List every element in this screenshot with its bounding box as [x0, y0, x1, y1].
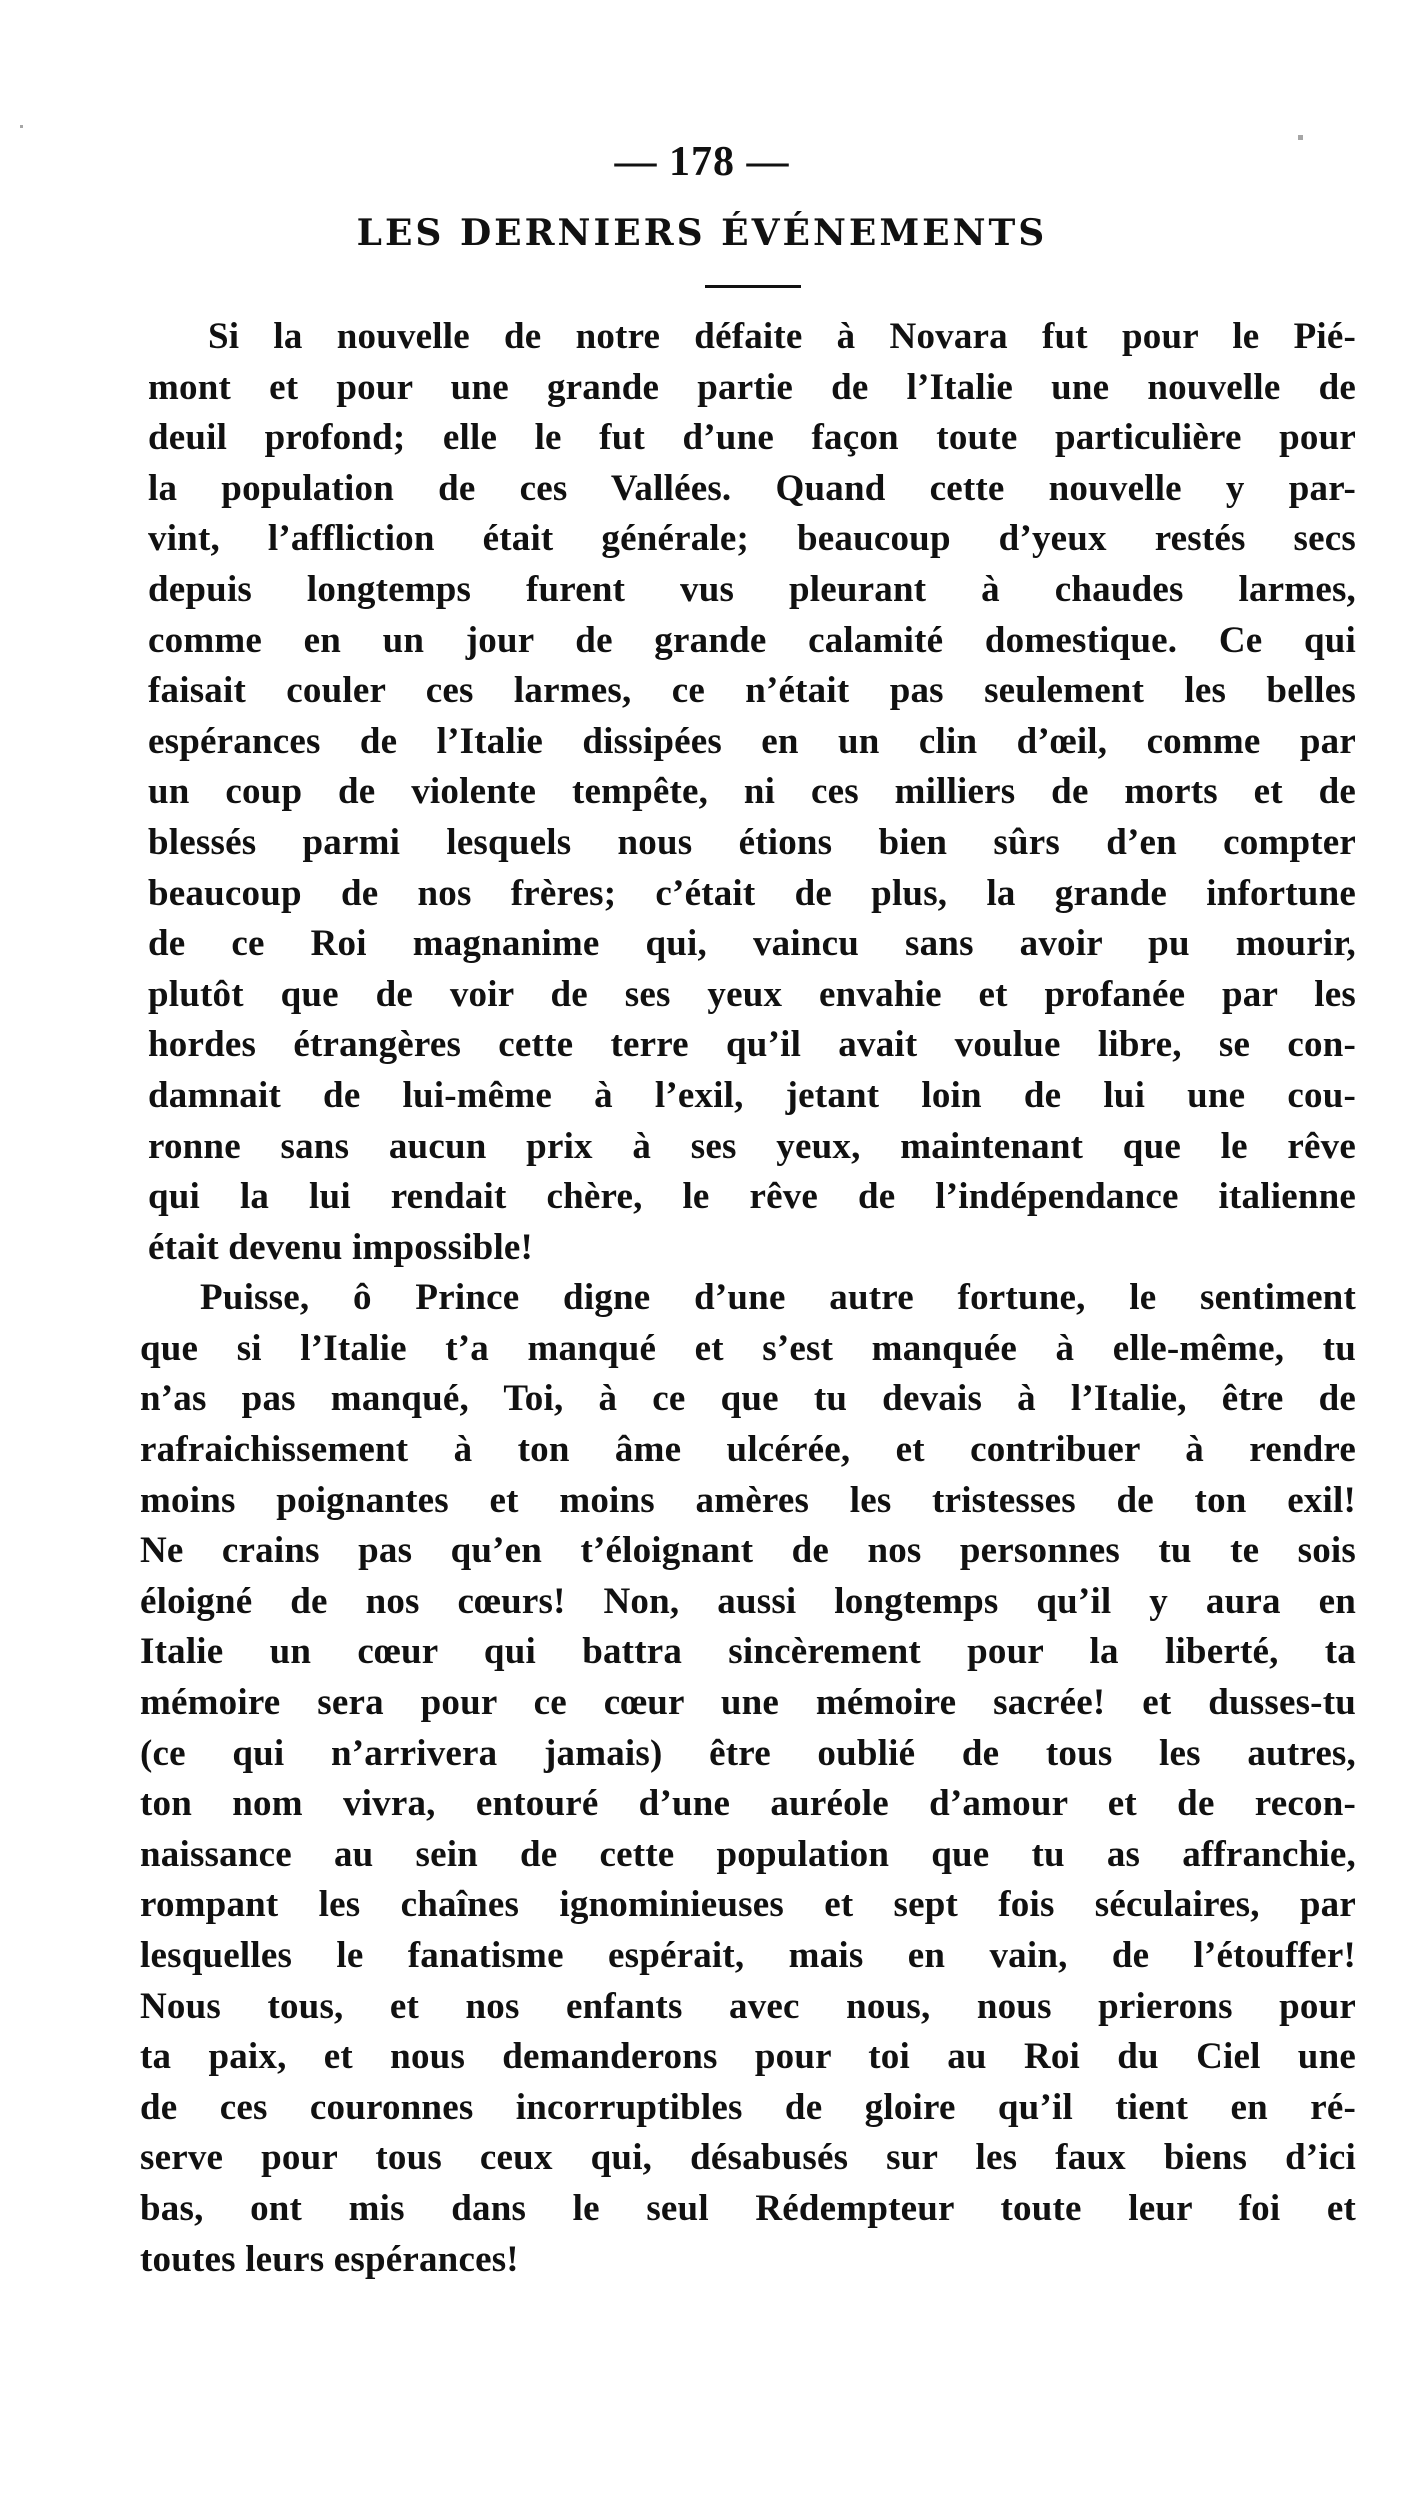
text-line: Puisse, ô Prince digne d’une autre fortune, le sentiment: [200, 1277, 1356, 1319]
text-line: n’as pas manqué, Toi, à ce que tu devais à l’Italie, être de: [140, 1378, 1356, 1420]
text-line: depuis longtemps furent vus pleurant à chaudes larmes,: [148, 568, 1356, 610]
page-number: — 178 —: [614, 139, 790, 185]
text-line: (ce qui n’arrivera jamais) être oublié de tous les autres,: [140, 1732, 1356, 1774]
body-text: [140, 312, 1356, 2285]
text-line: Si la nouvelle de notre défaite à Novara fut pour le Pié-: [208, 316, 1356, 357]
text-line: rafraichissement à ton âme ulcérée, et contribuer à rendre: [140, 1429, 1356, 1471]
chapter-title: LES DERNIERS ÉVÉNEMENTS: [356, 212, 1048, 254]
text-line: de ces couronnes incorruptibles de gloire qu’il tient en ré-: [140, 2086, 1356, 2128]
text-line: que si l’Italie t’a manqué et s’est manquée à elle-même, tu: [140, 1327, 1356, 1369]
text-line: la population de ces Vallées. Quand cette nouvelle y par-: [148, 467, 1356, 509]
text-line: bas, ont mis dans le seul Rédempteur toute leur foi et: [140, 2187, 1356, 2229]
title-divider: [705, 285, 801, 288]
text-line: comme en un jour de grande calamité domestique. Ce qui: [148, 619, 1356, 661]
text-line: était devenu impossible!: [148, 1226, 534, 1268]
text-line: ta paix, et nous demanderons pour toi au Roi du Ciel une: [140, 2036, 1356, 2078]
paragraph: [148, 312, 1356, 1273]
text-line: mont et pour une grande partie de l’Italie une nouvelle de: [148, 366, 1356, 408]
text-line: éloigné de nos cœurs! Non, aussi longtemps qu’il y aura en: [140, 1580, 1356, 1622]
text-line: plutôt que de voir de ses yeux envahie et profanée par les: [148, 973, 1356, 1015]
text-line: Ne crains pas qu’en t’éloignant de nos personnes tu te sois: [140, 1530, 1356, 1572]
text-line: blessés parmi lesquels nous étions bien sûrs d’en compter: [148, 821, 1356, 863]
text-line: ronne sans aucun prix à ses yeux, maintenant que le rêve: [148, 1125, 1356, 1167]
text-line: un coup de violente tempête, ni ces milliers de morts et de: [148, 771, 1356, 813]
text-line: damnait de lui-même à l’exil, jetant loin de lui une cou-: [148, 1074, 1356, 1116]
text-line: faisait couler ces larmes, ce n’était pas seulement les belles: [148, 670, 1356, 712]
text-line: toutes leurs espérances!: [140, 2238, 519, 2280]
text-line: naissance au sein de cette population que tu as affranchie,: [140, 1833, 1356, 1875]
text-line: qui la lui rendait chère, le rêve de l’indépendance italienne: [148, 1176, 1356, 1218]
text-line: lesquelles le fanatisme espérait, mais en vain, de l’étouffer!: [140, 1935, 1356, 1976]
scan-speck: [20, 125, 23, 128]
text-line: moins poignantes et moins amères les tristesses de ton exil!: [140, 1479, 1356, 1521]
text-line: rompant les chaînes ignominieuses et sept fois séculaires, par: [140, 1884, 1356, 1926]
text-line: espérances de l’Italie dissipées en un clin d’œil, comme par: [148, 720, 1356, 762]
text-line: ton nom vivra, entouré d’une auréole d’amour et de recon-: [140, 1783, 1356, 1825]
scan-speck: [1298, 135, 1303, 140]
text-line: deuil profond; elle le fut d’une façon toute particulière pour: [148, 417, 1356, 459]
text-line: Nous tous, et nos enfants avec nous, nous prierons pour: [140, 1985, 1356, 2027]
text-line: de ce Roi magnanime qui, vaincu sans avoir pu mourir,: [148, 923, 1356, 965]
paragraph: [140, 1273, 1356, 2285]
text-line: Italie un cœur qui battra sincèrement pour la liberté, ta: [140, 1631, 1356, 1673]
text-line: vint, l’affliction était générale; beaucoup d’yeux restés secs: [148, 518, 1356, 560]
text-line: hordes étrangères cette terre qu’il avait voulue libre, se con-: [148, 1024, 1356, 1066]
text-line: mémoire sera pour ce cœur une mémoire sacrée! et dusses-tu: [140, 1682, 1356, 1724]
text-line: beaucoup de nos frères; c’était de plus, la grande infortune: [148, 872, 1356, 914]
text-line: serve pour tous ceux qui, désabusés sur les faux biens d’ici: [140, 2137, 1356, 2179]
